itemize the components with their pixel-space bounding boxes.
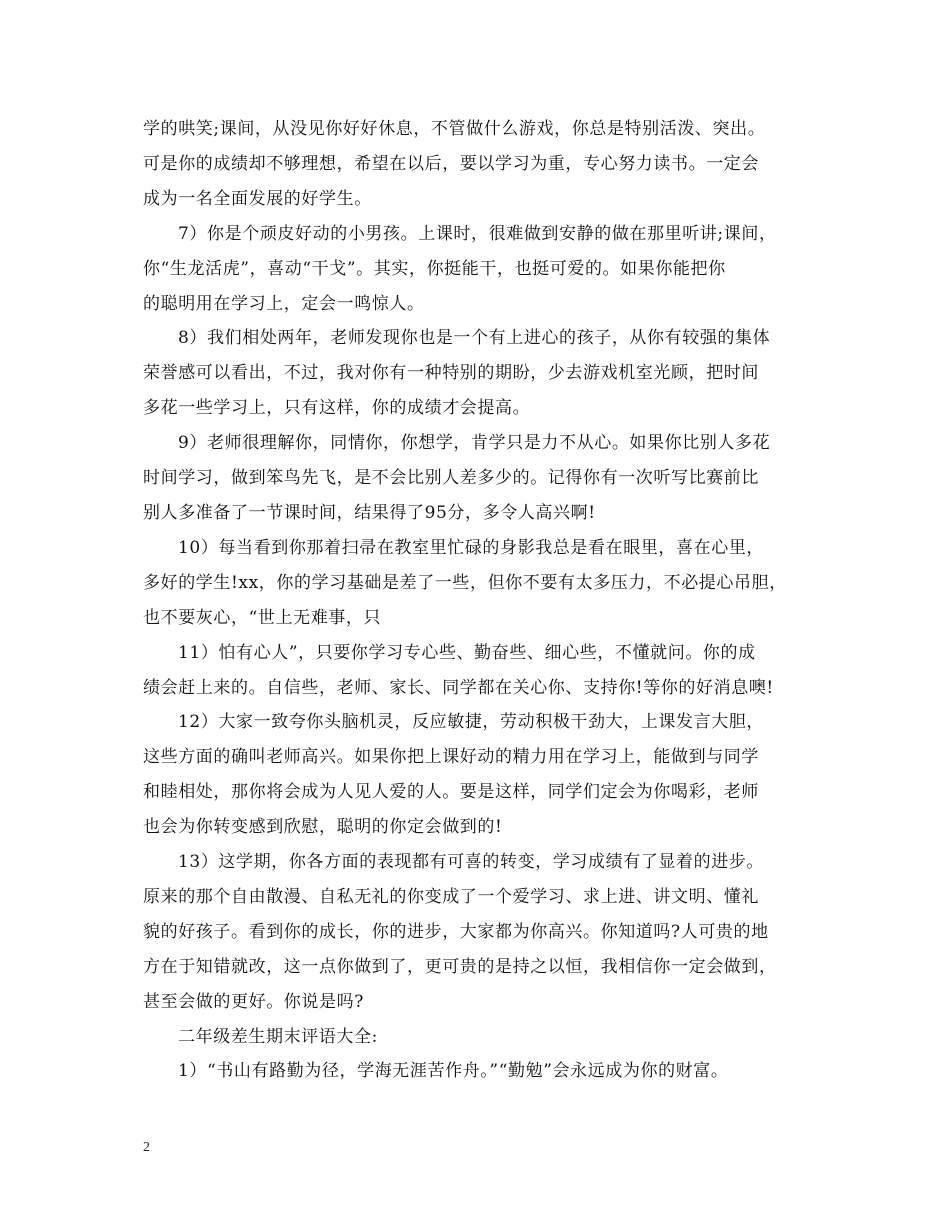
text-line: 原来的那个自由散漫、自私无礼的你变成了一个爱学习、求上进、讲文明、懂礼 xyxy=(143,886,759,907)
text-line: 这些方面的确叫老师高兴。如果你把上课好动的精力用在学习上，能做到与同学 xyxy=(143,747,759,768)
text-line: 貌的好孩子。看到你的成长，你的进步，大家都为你高兴。你知道吗?人可贵的地 xyxy=(143,921,769,942)
text-line: 多花一些学习上，只有这样，你的成绩才会提高。 xyxy=(143,398,531,419)
text-line: 也会为你转变感到欣慰，聪明的你定会做到的! xyxy=(143,817,503,838)
text-line: 绩会赶上来的。自信些，老师、家长、同学都在关心你、支持你!等你的好消息噢! xyxy=(143,677,774,698)
document-body xyxy=(143,112,815,1089)
text-line: 的聪明用在学习上，定会一鸣惊人。 xyxy=(143,293,425,314)
text-line: 10）每当看到你那着扫帚在教室里忙碌的身影我总是看在眼里，喜在心里， xyxy=(178,537,765,558)
text-line: 荣誉感可以看出，不过，我对你有一种特别的期盼，少去游戏机室光顾，把时间 xyxy=(143,363,759,384)
text-line: 方在于知错就改，这一点你做到了，更可贵的是持之以恒，我相信你一定会做到， xyxy=(143,956,777,977)
text-line: 可是你的成绩却不够理想，希望在以后，要以学习为重，专心努力读书。一定会 xyxy=(143,153,759,174)
text-line: 和睦相处，那你将会成为人见人爱的人。要是这样，同学们定会为你喝彩，老师 xyxy=(143,782,759,803)
text-line: 多好的学生!xx，你的学习基础是差了一些，但你不要有太多压力，不必提心吊胆， xyxy=(143,572,787,593)
text-line: 9）老师很理解你，同情你，你想学，肯学只是力不从心。如果你比别人多花 xyxy=(178,433,771,454)
text-line: 7）你是个顽皮好动的小男孩。上课时，很难做到安静的做在那里听讲;课间， xyxy=(178,223,777,244)
text-line: 1）“书山有路勤为径，学海无涯苦作舟。”“勤勉”会永远成为你的财富。 xyxy=(178,1061,729,1082)
text-line: 时间学习，做到笨鸟先飞，是不会比别人差多少的。记得你有一次听写比赛前比 xyxy=(143,468,759,489)
text-line: 你“生龙活虎”，喜动“干戈”。其实，你挺能干，也挺可爱的。如果你能把你 xyxy=(143,258,726,279)
text-line: 11）怕有心人”，只要你学习专心些、勤奋些、细心些，不懂就问。你的成 xyxy=(178,642,756,663)
text-line: 二年级差生期末评语大全: xyxy=(178,1026,378,1047)
text-line: 甚至会做的更好。你说是吗? xyxy=(143,991,364,1012)
text-line: 8）我们相处两年，老师发现你也是一个有上进心的孩子，从你有较强的集体 xyxy=(178,328,771,349)
text-line: 学的哄笑;课间，从没见你好好休息，不管做什么游戏，你总是特别活泼、突出。 xyxy=(143,119,766,139)
text-line: 也不要灰心，“世上无难事，只 xyxy=(143,607,382,628)
page-number: 2 xyxy=(143,1140,150,1155)
text-line: 13）这学期，你各方面的表现都有可喜的转变，学习成绩有了显着的进步。 xyxy=(178,852,765,873)
text-line: 12）大家一致夸你头脑机灵，反应敏捷，劳动积极干劲大，上课发言大胆， xyxy=(178,712,765,733)
text-line: 别人多准备了一节课时间，结果得了95分，多令人高兴啊! xyxy=(143,502,596,523)
text-line: 成为一名全面发展的好学生。 xyxy=(143,188,372,209)
